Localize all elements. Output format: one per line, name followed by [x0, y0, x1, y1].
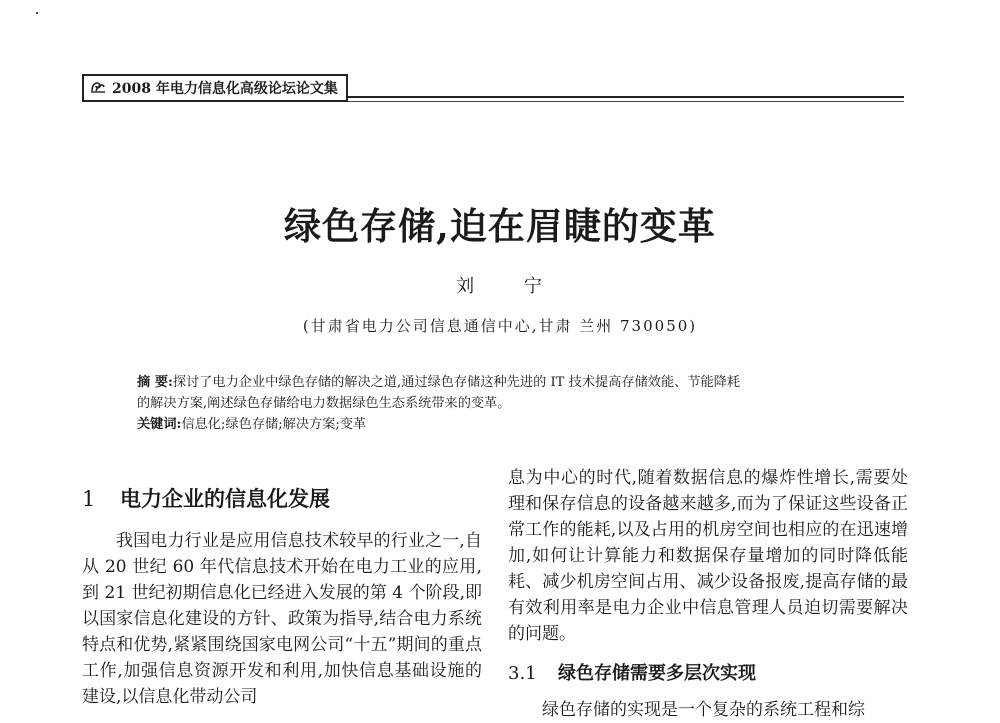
right-column [508, 465, 908, 723]
subsection-number: 3.1 [508, 663, 537, 684]
abstract-text-1: 探讨了电力企业中绿色存储的解决之道,通过绿色存储这种先进的 IT 技术提高存储效能、节能降耗 [172, 375, 741, 390]
abstract-label: 摘 要: [137, 375, 173, 390]
keywords-text: 信息化;绿色存储;解决方案;变革 [181, 417, 367, 432]
continued-paragraph: 息为中心的时代,随着数据信息的爆炸性增长,需要处理和保存信息的设备越来越多,而为了保证这些设备正常工作的能耗,以及占用的机房空间也相应的在迅速增加,如何让计算能力和数据保存量增加的同时降低能耗、减少机房空间占用、减少设备报废,提高存储的最有效利用率是电力企业中信息管理人员迫切需要解决的问题。 [508, 468, 908, 644]
abstract-block [137, 372, 857, 435]
subsection-title: 绿色存储需要多层次实现 [558, 663, 756, 684]
proceedings-title: 2008 年电力信息化高级论坛论文集 [112, 81, 338, 97]
section-1-heading [82, 484, 482, 514]
subsection-3-1-heading [508, 661, 908, 687]
section-1-body: 我国电力行业是应用信息技术较早的行业之一,自从 20 世纪 60 年代信息技术开始在电力工业的应用,到 21 世纪初期信息化已经进入发展的第 4 个阶段,即以国家信息化建设的方针、政策为指导,结合电力系统特点和优势,紧紧围绕国家电网公司“十五”期间的重点工作,加强信息资源开发和利用,加快信息基础设施的建设,以信息化带动公司 [82, 531, 482, 707]
keywords-label: 关键词: [137, 417, 182, 432]
subsection-body: 绿色存储的实现是一个复杂的系统工程和综 [542, 700, 865, 720]
section-1-number: 1 [82, 487, 96, 511]
paper-author: 刘 宁 [456, 276, 564, 297]
section-1-title: 电力企业的信息化发展 [120, 486, 330, 511]
left-column [82, 478, 482, 710]
paper-title: 绿色存储,迫在眉睫的变革 [284, 204, 716, 248]
paper-affiliation: (甘肃省电力公司信息通信中心,甘肃 兰州 730050) [302, 317, 698, 335]
abstract-line-1 [137, 372, 857, 393]
keywords-line [137, 414, 857, 435]
scan-speck [36, 12, 38, 14]
swirl-logo-icon [90, 79, 106, 97]
proceedings-header [82, 74, 348, 102]
abstract-text-2: 的解决方案,阐述绿色存储给电力数据绿色生态系统带来的变革。 [137, 396, 511, 411]
